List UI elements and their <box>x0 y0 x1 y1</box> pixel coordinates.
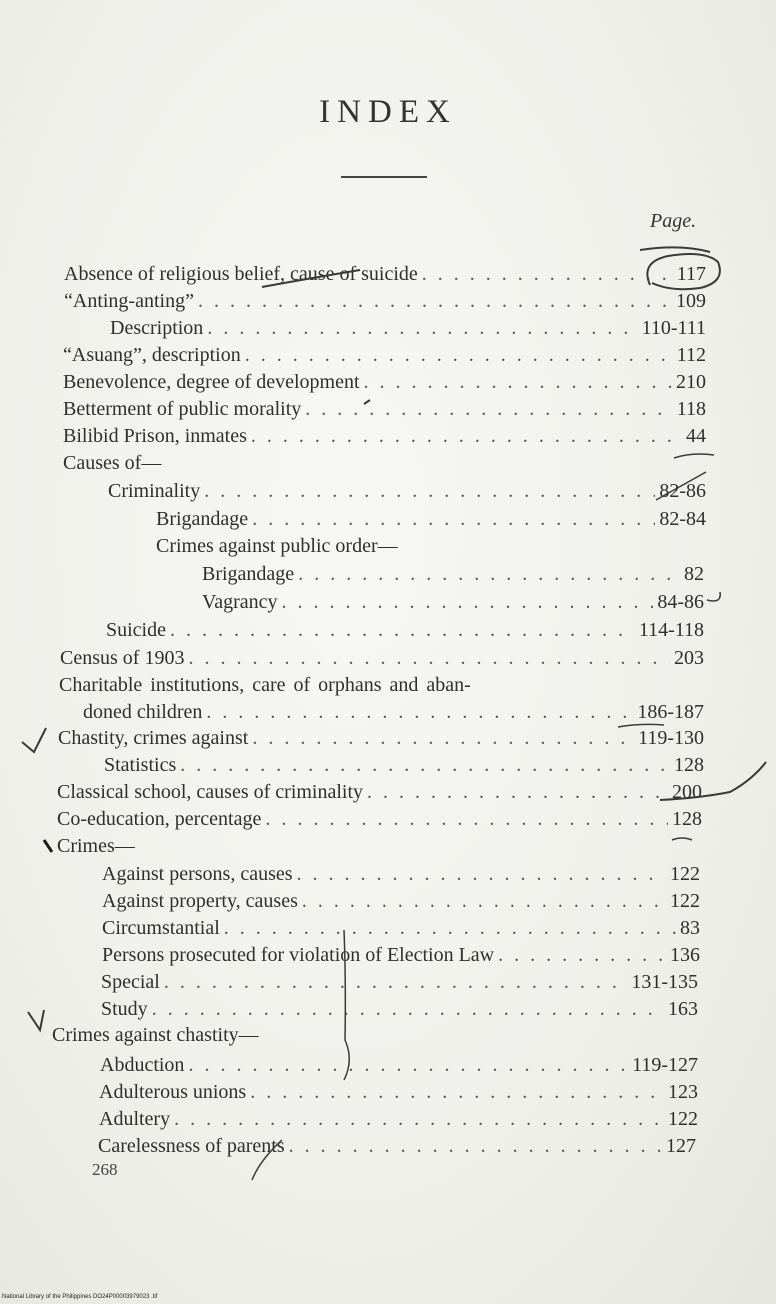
entry-label: Description <box>110 317 204 339</box>
entry-page: 117 <box>676 263 706 285</box>
entry-page: 122 <box>670 890 700 912</box>
entry-label: Co-education, percentage <box>57 808 262 830</box>
entry-page: 84-86 <box>657 591 704 613</box>
entry-label: Against property, causes <box>102 890 298 912</box>
entry-page: 203 <box>674 647 704 669</box>
entry-label: doned children <box>83 701 203 723</box>
entry-page: 123 <box>668 1081 698 1103</box>
entry-label: Charitable institutions, care of orphans and aban- <box>59 674 471 696</box>
entry-page: 136 <box>670 944 700 966</box>
entry-page: 83 <box>680 917 700 939</box>
entry-page: 127 <box>666 1135 696 1157</box>
entry-page: 186-187 <box>637 701 704 723</box>
entry-page: 112 <box>676 344 706 366</box>
pen-stroke <box>660 762 766 800</box>
entry-page: 119-127 <box>632 1054 698 1076</box>
entry-page: 210 <box>676 371 706 393</box>
pen-check <box>28 1010 44 1030</box>
entry-label: Bilibid Prison, inmates <box>63 425 247 447</box>
entry-label: Criminality <box>108 480 201 502</box>
entry-page: 163 <box>668 998 698 1020</box>
entry-label: Study <box>101 998 148 1020</box>
entry-label: Persons prosecuted for violation of Election Law <box>102 944 495 966</box>
pen-hook <box>707 592 720 601</box>
entry-label: Census of 1903 <box>60 647 185 669</box>
entry-label: Crimes against public order— <box>156 535 398 557</box>
entry-page: 131-135 <box>631 971 698 993</box>
pen-stroke <box>640 247 710 252</box>
page-title: INDEX <box>319 94 457 130</box>
entry-label: Statistics <box>104 754 177 776</box>
entry-page: 82 <box>684 563 704 585</box>
pen-underline <box>262 270 360 287</box>
scan-footer: National Library of the Philippines DO24P00003979023 .tif <box>2 1294 158 1300</box>
pen-underline <box>618 724 664 727</box>
page-column-label: Page. <box>650 210 697 232</box>
entry-page: 82-84 <box>659 508 706 530</box>
entry-page: 122 <box>670 863 700 885</box>
pen-stroke <box>674 454 714 458</box>
entry-label: Classical school, causes of criminality <box>57 781 364 803</box>
pen-tick <box>364 400 370 404</box>
pen-stroke <box>656 472 706 500</box>
entry-page: 128 <box>672 808 702 830</box>
entry-page: 82-86 <box>659 480 706 502</box>
entry-label: Crimes— <box>57 835 135 857</box>
entry-page: 114-118 <box>638 619 704 641</box>
entry-label: Brigandage <box>202 563 295 585</box>
pen-vertical-line <box>344 930 349 1080</box>
entry-label: “Asuang”, description <box>63 344 241 366</box>
pen-stroke <box>44 840 52 852</box>
entry-page: 200 <box>672 781 702 803</box>
entry-label: Chastity, crimes against <box>58 727 249 749</box>
pen-stroke <box>252 1140 282 1180</box>
entry-label: Suicide <box>106 619 166 641</box>
entry-page: 110-111 <box>641 317 706 339</box>
entry-label: Adultery <box>99 1108 171 1130</box>
entry-label: Against persons, causes <box>102 863 293 885</box>
entry-label: Abduction <box>100 1054 185 1076</box>
entry-label: Special <box>101 971 160 993</box>
entry-label: Circumstantial <box>102 917 220 939</box>
entry-label: Vagrancy <box>202 591 278 613</box>
entry-label: Absence of religious belief, cause of suicide <box>64 263 418 285</box>
entry-page: 109 <box>676 290 706 312</box>
entry-label: Causes of— <box>63 452 162 474</box>
pen-check <box>22 728 46 752</box>
entry-label: “Anting-anting” <box>64 290 194 312</box>
pen-circle <box>647 254 720 289</box>
entry-page: 119-130 <box>638 727 704 749</box>
entry-label: Adulterous unions <box>99 1081 247 1103</box>
pen-stroke <box>672 838 692 840</box>
entry-page: 118 <box>676 398 706 420</box>
entry-label: Betterment of public morality <box>63 398 302 420</box>
entry-page: 44 <box>686 425 706 447</box>
entry-page: 128 <box>674 754 704 776</box>
entry-label: Brigandage <box>156 508 249 530</box>
entry-label: Benevolence, degree of development <box>63 371 360 393</box>
entry-page: 122 <box>668 1108 698 1130</box>
entry-label: Crimes against chastity— <box>52 1024 259 1046</box>
page-number: 268 <box>92 1160 118 1179</box>
entry-label: Carelessness of parents <box>98 1135 285 1157</box>
